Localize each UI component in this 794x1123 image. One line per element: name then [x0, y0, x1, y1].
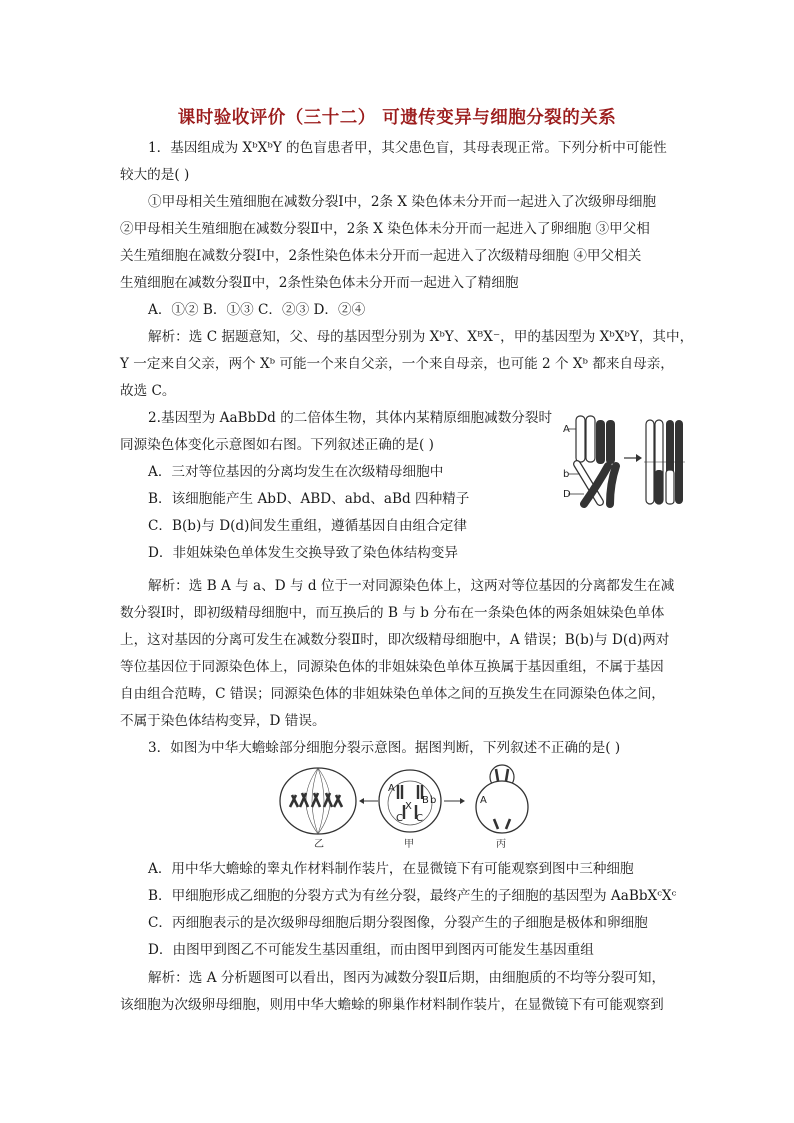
q2-answer-line: 数分裂Ⅰ时，即初级精母细胞中，而互换后的 B 与 b 分布在一条染色体的两条姐妹染色单体	[120, 605, 665, 621]
cell-yi	[280, 768, 356, 850]
q2-answer-line: 等位基因位于同源染色体上，同源染色体的非姐妹染色单体互换属于基因重组，不属于基因	[120, 659, 664, 675]
q3-option-a: A．用中华大蟾蜍的睾丸作材料制作装片，在显微镜下有可能观察到图中三种细胞	[148, 861, 634, 877]
q1-option-line: 关生殖细胞在减数分裂Ⅰ中，2条性染色体未分开而一起进入了次级精母细胞 ④甲父相关	[120, 248, 642, 264]
q2-answer-line: 自由组合范畴，C 错误；同源染色体的非姐妹染色单体之间的互换发生在同源染色体之间，	[120, 686, 665, 702]
gene-label-d: D	[563, 489, 571, 500]
q2-option-c: C．B(b)与 D(d)间发生重组，遵循基因自由组合定律	[148, 518, 467, 534]
cell-label-bing: 丙	[496, 839, 506, 850]
gene-A-bing: A	[480, 795, 487, 806]
cell-division-figure	[274, 763, 550, 851]
q3-answer-line: 解析：选 A 分析题图可以看出，图丙为减数分裂Ⅱ后期，由细胞质的不均等分裂可知，	[148, 970, 666, 986]
q3-answer-line: 该细胞为次级卵母细胞，则用中华大蟾蜍的卵巢作材料制作装片，在显微镜下有可能观察到	[120, 997, 664, 1013]
q2-option-b: B．该细胞能产生 AbD、ABD、abd、aBd 四种精子	[148, 491, 470, 507]
q1-stem-line: 1．基因组成为 XᵇXᵇY 的色盲患者甲，其父患色盲，其母表现正常。下列分析中可能性	[148, 140, 667, 156]
recombinant-chromosomes	[644, 420, 685, 504]
q2-answer-line: 不属于染色体结构变异，D 错误。	[120, 713, 326, 729]
q1-answer-line: 解析：选 C 据题意知，父、母的基因型分别为 XᵇY、XᴮX⁻，甲的基因型为 XᵇXᵇY，其中，	[148, 329, 694, 345]
q2-answer-line: 解析：选 B A 与 a、D 与 d 位于一对同源染色体上，这两对等位基因的分离都发生在减	[148, 578, 675, 594]
q1-option-line: ①甲母相关生殖细胞在减数分裂Ⅰ中，2条 X 染色体未分开而一起进入了次级卵母细胞	[148, 194, 657, 210]
q1-stem-line: 较大的是( )	[120, 167, 190, 183]
gene-label-a: A	[563, 424, 570, 435]
gene-B: B	[422, 795, 429, 806]
arrow-left-icon	[359, 798, 378, 804]
crossing-chromosomes	[568, 416, 616, 504]
q3-option-c: C．丙细胞表示的是次级卵母细胞后期分裂图像，分裂产生的子细胞是极体和卵细胞	[148, 915, 648, 931]
gene-C: C	[396, 813, 403, 824]
q1-option-line: 生殖细胞在减数分裂Ⅱ中，2条性染色体未分开而一起进入了精细胞	[120, 275, 519, 291]
q2-stem-line: 同源染色体变化示意图如右图。下列叙述正确的是( )	[120, 437, 434, 453]
q2-option-d: D．非姐妹染色单体发生交换导致了染色体结构变异	[148, 545, 458, 561]
q3-option-b: B．甲细胞形成乙细胞的分裂方式为有丝分裂，最终产生的子细胞的基因型为 AaBbXᶜXᶜ	[148, 888, 677, 904]
arrow-right-icon	[444, 798, 465, 804]
q3-option-d: D．由图甲到图乙不可能发生基因重组，而由图甲到图丙可能发生基因重组	[148, 942, 594, 958]
gene-C2: C	[416, 813, 423, 824]
gene-b: b	[430, 795, 437, 806]
q2-stem-line: 2.基因型为 AaBbDd 的二倍体生物，其体内某精原细胞减数分裂时	[148, 410, 553, 426]
q1-option-line: ②甲母相关生殖细胞在减数分裂Ⅱ中，2条 X 染色体未分开而一起进入了卵细胞 ③甲父相	[120, 221, 650, 237]
cell-jia	[379, 770, 441, 850]
gene-A: A	[388, 783, 395, 794]
gene-X: X	[405, 801, 412, 812]
arrow-icon	[624, 454, 642, 462]
q1-choices: A．①② B．①③ C．②③ D．②④	[148, 302, 366, 318]
cell-label-jia: 甲	[404, 839, 414, 850]
gene-label-b: b	[563, 469, 570, 480]
chromosome-crossover-figure	[560, 412, 685, 512]
page-title: 课时验收评价（三十二） 可遗传变异与细胞分裂的关系	[177, 108, 617, 128]
q1-answer-line: 故选 C。	[120, 383, 176, 399]
q2-option-a: A．三对等位基因的分离均发生在次级精母细胞中	[148, 464, 444, 480]
cell-label-yi: 乙	[314, 839, 324, 850]
q2-answer-line: 上，这对基因的分离可发生在减数分裂Ⅱ时，即次级精母细胞中，A 错误；B(b)与 D(d)两对	[120, 632, 670, 648]
q1-answer-line: Y 一定来自父亲，两个 Xᵇ 可能一个来自父亲，一个来自母亲，也可能 2 个 Xᵇ 都来自母亲，	[120, 356, 674, 372]
q3-stem-line: 3．如图为中华大蟾蜍部分细胞分裂示意图。据图判断，下列叙述不正确的是( )	[148, 740, 621, 756]
cell-bing	[476, 765, 528, 850]
